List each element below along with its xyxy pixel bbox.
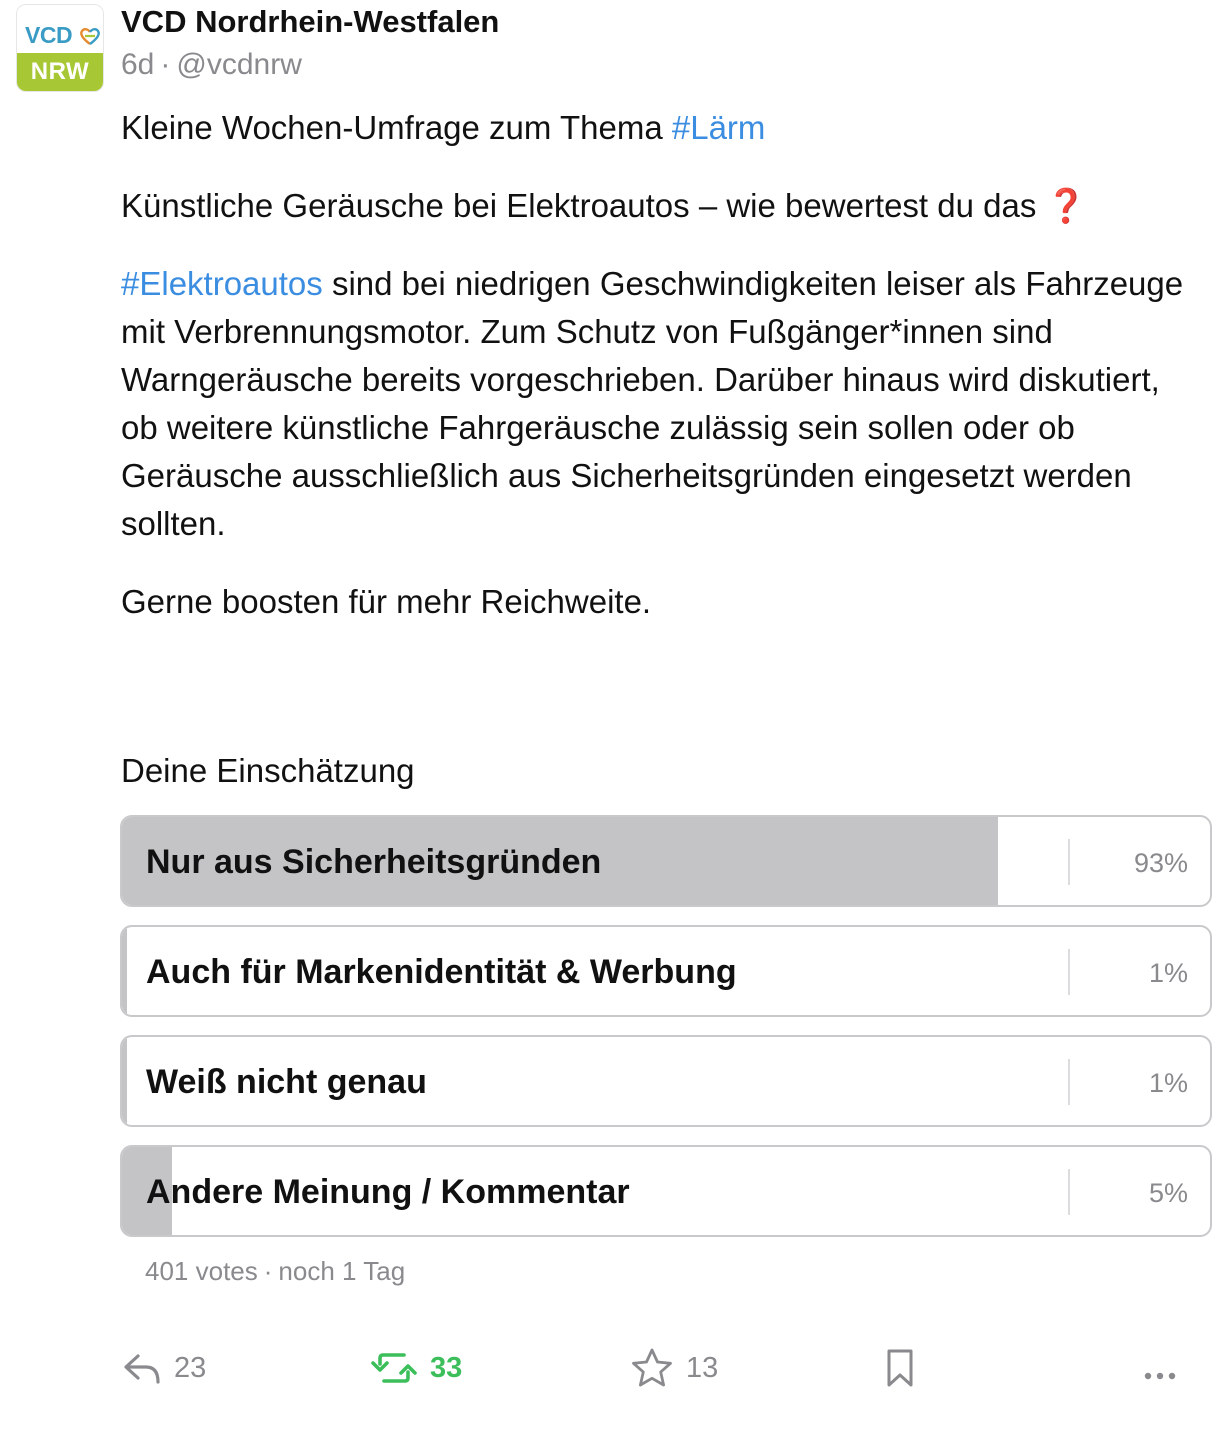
more-button[interactable] <box>1142 1340 1182 1396</box>
reply-count: 23 <box>174 1351 207 1384</box>
poll-remaining: noch 1 Tag <box>278 1256 406 1286</box>
bookmark-icon <box>884 1347 916 1389</box>
poll-option-divider <box>1068 1059 1070 1105</box>
post-paragraph-2 <box>121 182 1201 230</box>
avatar-nrw-band <box>17 53 103 92</box>
poll-option[interactable] <box>120 1145 1212 1237</box>
post-paragraph-4: Gerne boosten für mehr Reichweite. <box>121 583 652 620</box>
post-text: sind bei niedrigen Geschwindigkeiten leiser als Fahrzeuge mit Verbrennungsmotor. Zum Schutz von Fußgänger*innen sind Warngeräusche bereits vorgeschrieben. Darüber hinaus wird diskutiert, ob weitere künstliche Fahrgeräusche zulässig sein sollen oder ob Geräusche ausschließlich aus Sicherheitsgründen eingesetzt werden sollten. <box>121 265 1184 542</box>
poll-option-bar <box>122 927 127 1015</box>
poll-option[interactable] <box>120 925 1212 1017</box>
hashtag-laerm[interactable]: #Lärm <box>671 109 766 146</box>
boost-icon <box>370 1350 418 1386</box>
avatar[interactable] <box>16 4 104 92</box>
hashtag-elektroautos[interactable]: #Elektroautos <box>121 265 323 302</box>
reply-icon <box>122 1350 162 1386</box>
bookmark-button[interactable] <box>884 1340 916 1396</box>
avatar-vcd-text: VCD <box>25 22 73 48</box>
star-icon <box>630 1347 674 1389</box>
poll-option-percent: 1% <box>1148 958 1188 988</box>
author-display-name[interactable]: VCD Nordrhein-Westfalen <box>121 4 500 39</box>
poll-option-divider <box>1068 949 1070 995</box>
poll-info-separator: · <box>263 1256 273 1286</box>
avatar-nrw-text: NRW <box>30 58 90 85</box>
poll-option-percent: 1% <box>1148 1068 1188 1098</box>
post-paragraph-1 <box>121 104 1201 152</box>
poll-option[interactable] <box>120 815 1212 907</box>
post-paragraph-3 <box>121 260 1201 548</box>
question-mark-emoji: ❓ <box>1045 187 1087 224</box>
poll-option-label: Andere Meinung / Kommentar <box>146 1173 630 1211</box>
post-body <box>121 104 1201 656</box>
favourite-count: 13 <box>686 1351 719 1384</box>
avatar-top <box>17 5 103 53</box>
poll-option-label: Nur aus Sicherheitsgründen <box>146 843 602 881</box>
favourite-button[interactable] <box>630 1340 718 1396</box>
poll-option-divider <box>1068 1169 1070 1215</box>
poll-option-percent: 5% <box>1148 1178 1188 1208</box>
poll-option-divider <box>1068 839 1070 885</box>
post-time[interactable]: 6d <box>121 48 155 81</box>
boost-button[interactable] <box>370 1340 462 1396</box>
poll-option[interactable] <box>120 1035 1212 1127</box>
poll-votes: 401 votes <box>145 1256 258 1286</box>
reply-button[interactable] <box>122 1340 206 1396</box>
author-handle[interactable]: @vcdnrw <box>176 48 302 81</box>
meta-separator: · <box>160 48 171 81</box>
poll-option-label: Auch für Markenidentität & Werbung <box>146 953 737 991</box>
post-meta <box>121 48 302 82</box>
heart-logo-icon <box>79 26 101 46</box>
action-bar <box>0 1340 1228 1400</box>
boost-count: 33 <box>430 1351 463 1384</box>
more-icon <box>1142 1350 1182 1386</box>
poll <box>120 815 1212 1255</box>
poll-option-label: Weiß nicht genau <box>146 1063 427 1101</box>
poll-option-percent: 93% <box>1133 848 1188 878</box>
post-text: Künstliche Geräusche bei Elektroautos – wie bewertest du das <box>121 187 1037 224</box>
poll-info <box>145 1256 405 1287</box>
poll-option-bar <box>122 1037 127 1125</box>
post-text: Kleine Wochen-Umfrage zum Thema <box>121 109 672 146</box>
poll-title: Deine Einschätzung <box>121 752 415 789</box>
